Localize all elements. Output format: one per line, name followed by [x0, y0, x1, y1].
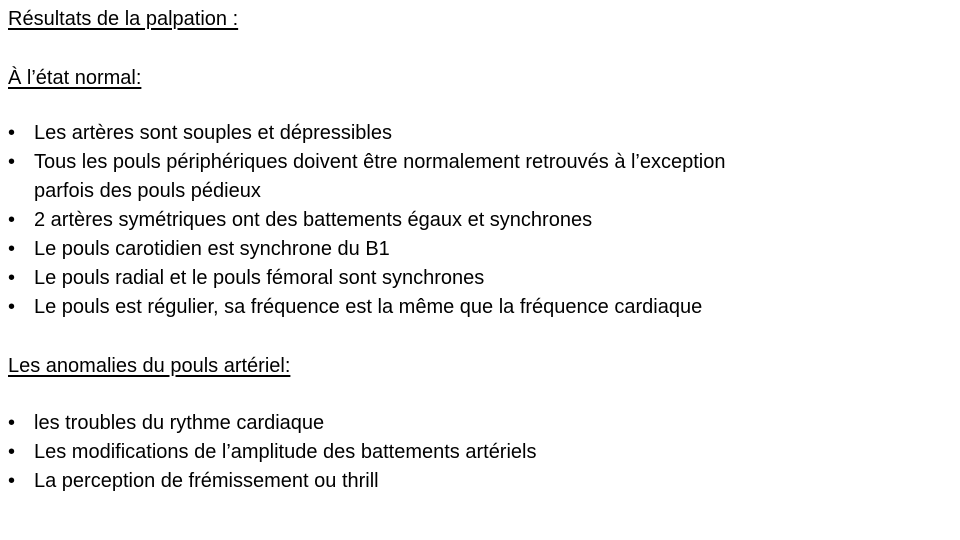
list-item-text: Les artères sont souples et dépressibles — [34, 122, 392, 144]
bullet-icon: • — [8, 296, 16, 318]
list-item-text: 2 artères symétriques ont des battements égaux et synchrones — [34, 209, 593, 231]
list-item — [8, 438, 536, 467]
list-item — [8, 467, 536, 496]
bullet-icon: • — [8, 441, 16, 463]
list-item — [8, 293, 726, 322]
list-item-text: Tous les pouls périphériques doivent être normalement retrouvés à l’exception parfois des pouls pédieux — [34, 151, 726, 202]
section-heading-anomalies: Les anomalies du pouls artériel: — [8, 355, 291, 377]
list-item-text: La perception de frémissement ou thrill — [34, 470, 379, 492]
list-item — [8, 148, 726, 206]
bullet-icon: • — [8, 238, 16, 260]
list-item-text: Le pouls radial et le pouls fémoral sont synchrones — [34, 267, 485, 289]
bullet-icon: • — [8, 209, 16, 231]
list-item — [8, 206, 726, 235]
list-item — [8, 119, 726, 148]
bullet-icon: • — [8, 151, 16, 173]
bullet-icon: • — [8, 412, 16, 434]
bullet-icon: • — [8, 122, 16, 144]
list-item — [8, 235, 726, 264]
bullet-icon: • — [8, 267, 16, 289]
list-item-text: Le pouls est régulier, sa fréquence est la même que la fréquence cardiaque — [34, 296, 703, 318]
page-title: Résultats de la palpation : — [8, 8, 239, 30]
list-item-text: les troubles du rythme cardiaque — [34, 412, 325, 434]
normal-findings-list — [8, 119, 726, 322]
list-item-text: Les modifications de l’amplitude des battements artériels — [34, 441, 537, 463]
bullet-icon: • — [8, 470, 16, 492]
list-item — [8, 264, 726, 293]
anomalies-list — [8, 409, 536, 496]
list-item — [8, 409, 536, 438]
list-item-text: Le pouls carotidien est synchrone du B1 — [34, 238, 390, 260]
section-heading-normal: À l’état normal: — [8, 67, 142, 89]
